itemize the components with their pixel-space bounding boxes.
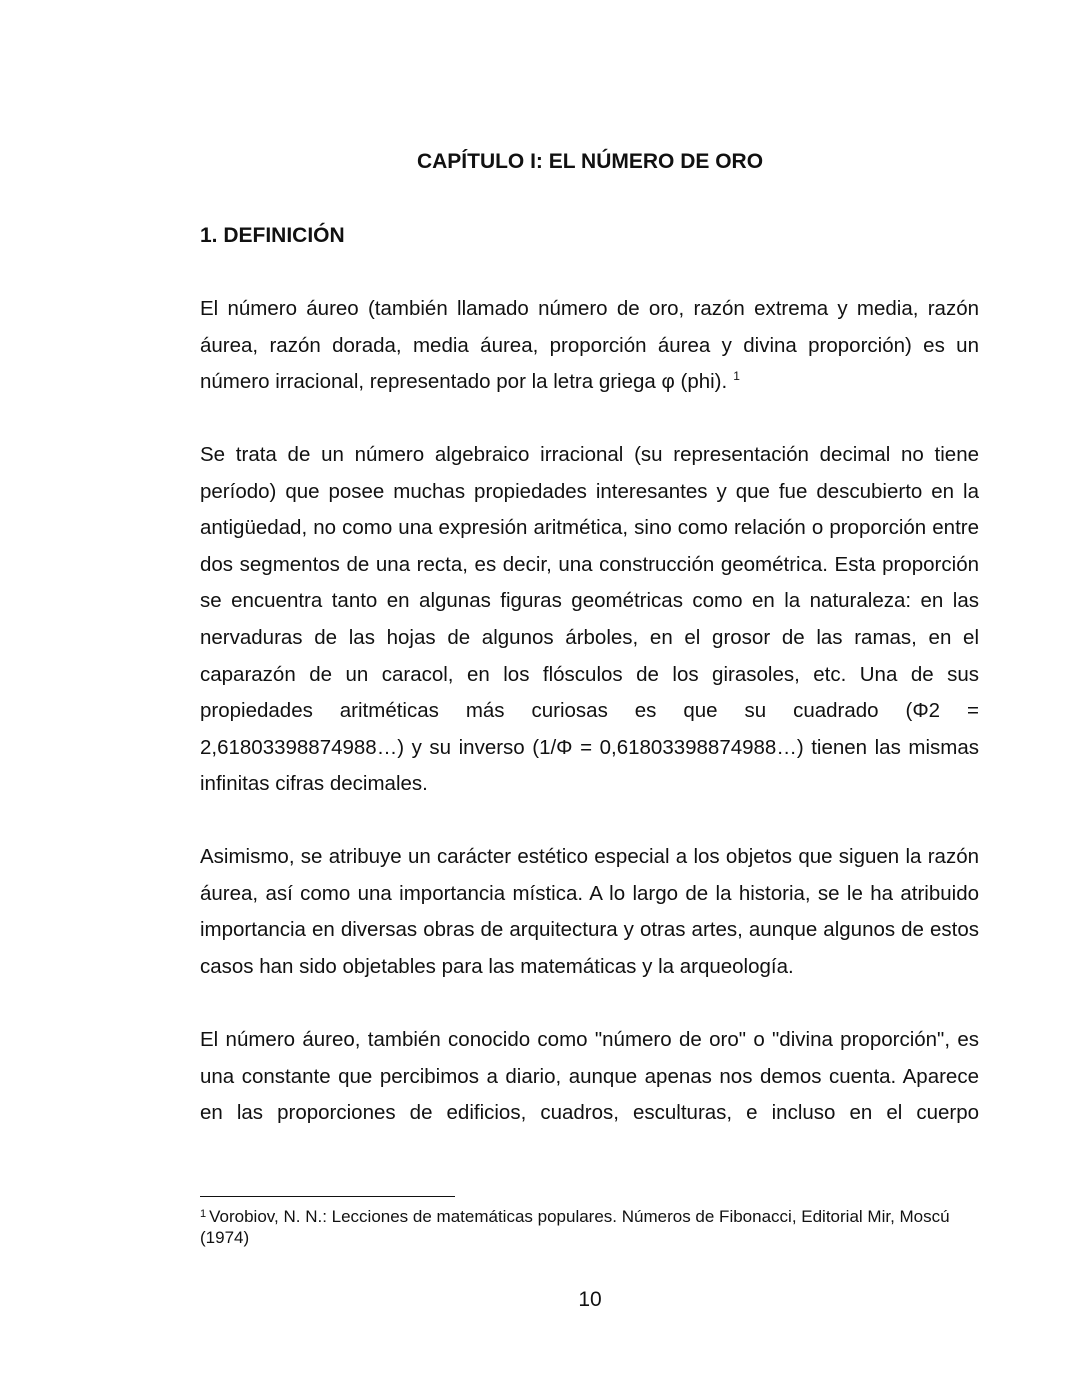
page-number: 10	[578, 1288, 602, 1311]
footnote-divider	[200, 1196, 455, 1197]
footnote-text: Vorobiov, N. N.: Lecciones de matemáticas populares. Números de Fibonacci, Editorial Mir, Moscú (1974)	[200, 1207, 950, 1247]
footnote-marker: 1	[200, 1208, 207, 1220]
paragraph-2: Se trata de un número algebraico irracional (su representación decimal no tiene período) que posee muchas propiedades interesantes y que fue descubierto en la antigüedad, no como una expresión aritmética, sino como relación o proporción entre dos segmentos de una recta, es decir, una construcción geométrica. Esta proporción se encuentra tanto en algunas figuras geométricas como en la naturaleza: en las nervaduras de las hojas de algunos árboles, en el grosor de las ramas, en el caparazón de un caracol, en los flósculos de los girasoles, etc. Una de sus propiedades aritméticas más curiosas es que su cuadrado (Φ2 = 2,61803398874988…) y su inverso (1/Φ = 0,61803398874988…) tienen las mismas infinitas cifras decimales.	[200, 443, 979, 796]
chapter-title: CAPÍTULO I: EL NÚMERO DE ORO	[416, 150, 764, 173]
section-heading: 1. DEFINICIÓN	[200, 224, 345, 247]
paragraph-4: El número áureo, también conocido como "número de oro" o "divina proporción", es una constante que percibimos a diario, aunque apenas nos demos cuenta. Aparece en las proporciones de edificios, cuadros, esculturas, e incluso en el cuerpo	[200, 1028, 979, 1125]
paragraph-1	[200, 291, 979, 401]
footnote	[200, 1206, 979, 1248]
paragraph-1-text: El número áureo (también llamado número de oro, razón extrema y media, razón áurea, razón dorada, media áurea, proporción áurea y divina proporción) es un número irracional, representado por la letra griega φ (phi).	[200, 297, 979, 394]
footnote-reference[interactable]: 1	[733, 369, 740, 384]
paragraph-3: Asimismo, se atribuye un carácter estético especial a los objetos que siguen la razón áurea, así como una importancia mística. A lo largo de la historia, se le ha atribuido importancia en diversas obras de arquitectura y otras artes, aunque algunos de estos casos han sido objetables para las matemáticas y la arqueología.	[200, 845, 979, 978]
